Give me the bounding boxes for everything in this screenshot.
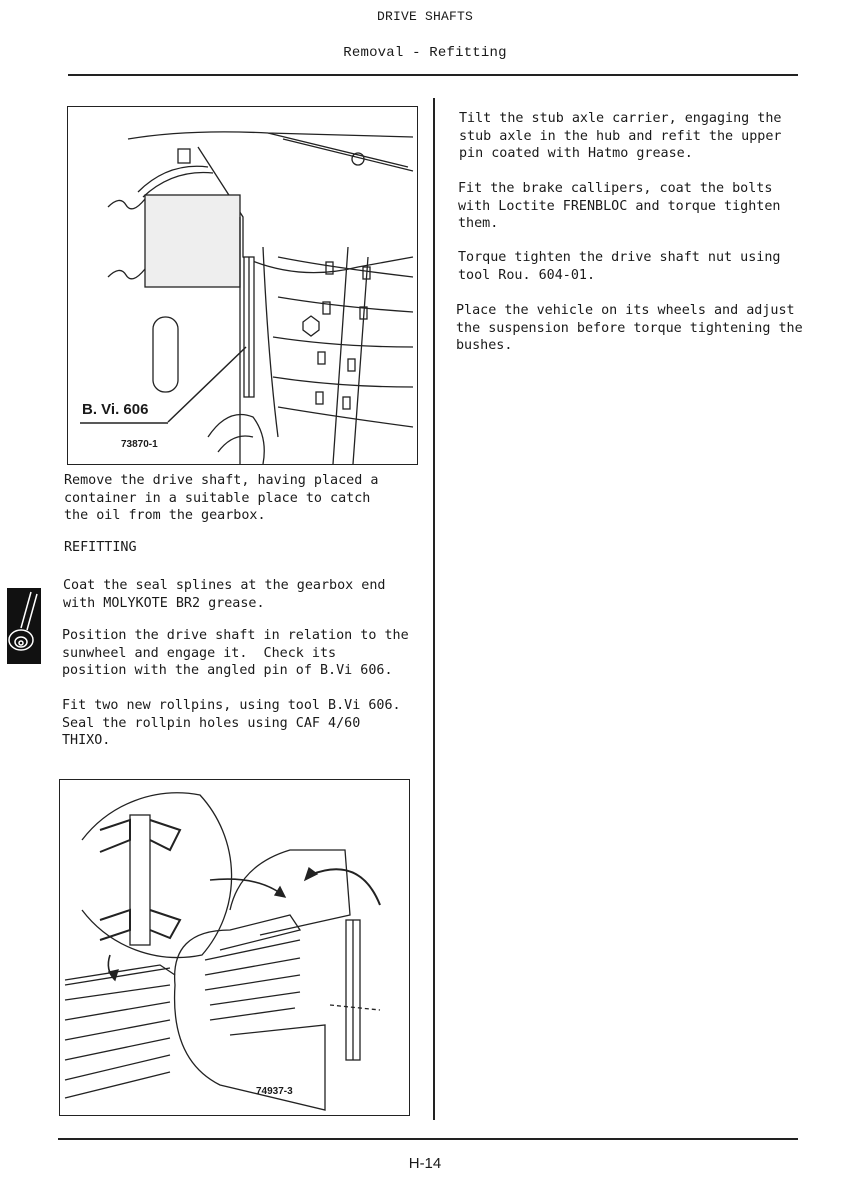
figure-drive-shaft-removal (67, 106, 418, 465)
paragraph-torque-nut: Torque tighten the drive shaft nut using tool Rou. 604-01. (458, 250, 781, 283)
paragraph-place-vehicle: Place the vehicle on its wheels and adjust the suspension before torque tightening the bushes. (456, 303, 803, 354)
paragraph-coat-seal: Coat the seal splines at the gearbox end with MOLYKOTE BR2 grease. (63, 578, 386, 611)
section-title: DRIVE SHAFTS (376, 9, 473, 24)
paragraph-tilt-stub-axle: Tilt the stub axle carrier, engaging the stub axle in the hub and refit the upper pin coated with Hatmo grease. (459, 111, 782, 162)
figure-rollpin-spline (59, 779, 410, 1116)
paragraph-remove-shaft: Remove the drive shaft, having placed a container in a suitable place to catch the oil from the gearbox. (64, 473, 379, 524)
footer-rule (58, 1138, 798, 1140)
paragraph-fit-rollpins: Fit two new rollpins, using tool B.Vi 606. Seal the rollpin holes using CAF 4/60 THIXO. (62, 698, 401, 749)
rollpin-spline-illustration (60, 780, 409, 1115)
drive-shaft-section-icon (7, 588, 41, 664)
tool-callout-label: B. Vi. 606 (82, 401, 149, 418)
figure-number: 74937-3 (256, 1086, 293, 1097)
header-rule (68, 74, 798, 76)
figure-number: 73870-1 (121, 439, 158, 450)
column-divider (433, 98, 435, 1120)
subheading-refitting: REFITTING (64, 540, 137, 555)
paragraph-fit-brake-callipers: Fit the brake callipers, coat the bolts with Loctite FRENBLOC and torque tighten them. (458, 181, 781, 232)
page-number: H-14 (408, 1155, 442, 1172)
paragraph-position-shaft: Position the drive shaft in relation to the sunwheel and engage it. Check its position with the angled pin of B.Vi 606. (62, 628, 409, 679)
page-subtitle: Removal - Refitting (343, 45, 507, 61)
